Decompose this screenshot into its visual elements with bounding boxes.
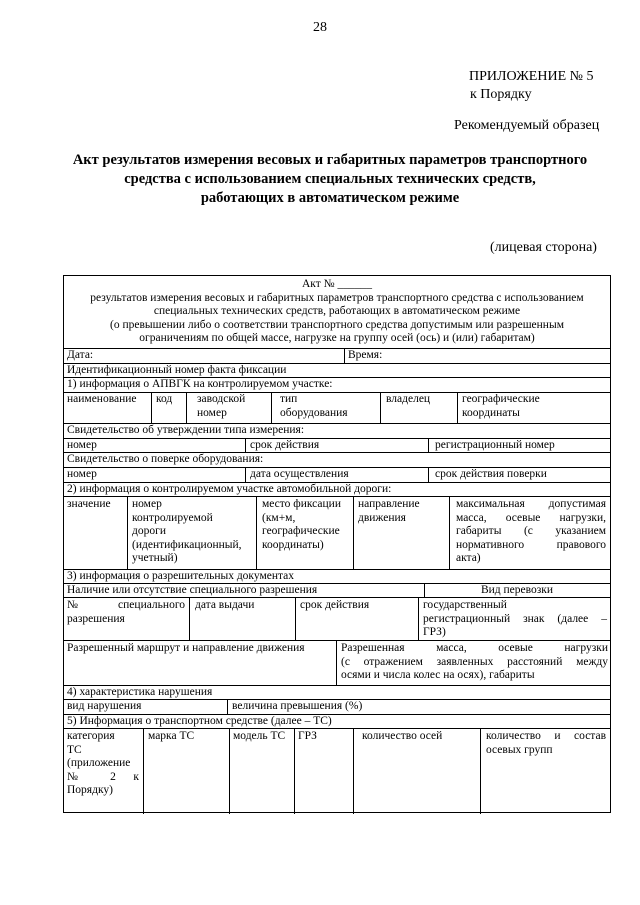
col-type-line2: оборудования bbox=[280, 406, 348, 419]
col-divider bbox=[428, 467, 429, 482]
time-label: Время: bbox=[348, 349, 383, 361]
allowed-line3: осями и числа колес на осях), габариты bbox=[341, 669, 535, 681]
permit-number bbox=[67, 599, 185, 626]
type-cert-number: номер bbox=[67, 439, 97, 451]
permit-number-line1: № специального bbox=[67, 599, 185, 611]
type-cert-title: Свидетельство об утверждении типа измерения: bbox=[67, 424, 305, 436]
col-divider bbox=[294, 728, 295, 814]
col-divider bbox=[449, 496, 450, 569]
sample-label: Рекомендуемый образец bbox=[454, 118, 600, 133]
appendix-line1: ПРИЛОЖЕНИЕ № 5 bbox=[469, 69, 594, 84]
col-divider bbox=[245, 467, 246, 482]
issue-date: дата выдачи bbox=[195, 599, 255, 611]
permit-number-line2: разрешения bbox=[67, 612, 125, 625]
max-line4: нормативного правового bbox=[456, 538, 606, 551]
max-line5: акта) bbox=[456, 552, 481, 564]
date-label: Дата: bbox=[67, 349, 94, 361]
form-header bbox=[64, 278, 610, 346]
verification-validity: срок действия поверки bbox=[435, 468, 547, 480]
header-line2: результатов измерения весовых и габаритных параметров транспортного средства с использованием bbox=[90, 291, 584, 304]
permit-presence: Наличие или отсутствие специального разрешения bbox=[67, 584, 318, 596]
col-divider bbox=[353, 728, 354, 814]
col-divider bbox=[353, 496, 354, 569]
type-cert-validity: срок действия bbox=[250, 439, 320, 451]
page-number: 28 bbox=[313, 20, 327, 35]
transport-type: Вид перевозки bbox=[480, 584, 554, 596]
type-cert-reg-number: регистрационный номер bbox=[435, 439, 555, 451]
state-sign bbox=[423, 599, 607, 640]
header-line4: (о превышении либо о соответствии транспортного средства допустимым или разрешенным bbox=[110, 318, 564, 331]
category-line2: ТС bbox=[67, 743, 82, 756]
col-name: наименование bbox=[67, 393, 137, 405]
verification-date: дата осуществления bbox=[250, 468, 349, 480]
road-line3: дороги bbox=[132, 525, 166, 537]
appendix-line2: к Порядку bbox=[470, 87, 532, 102]
max-allowed bbox=[456, 498, 606, 566]
max-line3: габариты (с указанием bbox=[456, 525, 606, 537]
col-coords-line2: координаты bbox=[462, 406, 520, 419]
col-equipment-type bbox=[280, 393, 348, 420]
state-sign-line2: регистрационный знак (далее – bbox=[423, 612, 607, 625]
col-divider bbox=[186, 392, 187, 423]
col-divider bbox=[245, 438, 246, 452]
side-label: (лицевая сторона) bbox=[490, 240, 597, 255]
place-line4: координаты) bbox=[262, 538, 324, 551]
col-factory-number bbox=[197, 393, 245, 420]
vehicle-brand: марка ТС bbox=[148, 730, 195, 742]
col-divider bbox=[380, 392, 381, 423]
place-line3: географические bbox=[262, 525, 340, 537]
groups-line1: количество и состав bbox=[486, 730, 606, 742]
col-divider bbox=[418, 597, 419, 640]
col-divider bbox=[295, 597, 296, 640]
state-sign-line3: ГРЗ) bbox=[423, 626, 446, 638]
col-coordinates bbox=[462, 393, 540, 420]
header-line3: специальных технических средств, работающих в автоматическом режиме bbox=[153, 305, 521, 317]
axle-count: количество осей bbox=[362, 730, 443, 742]
allowed-route: Разрешенный маршрут и направление движения bbox=[67, 642, 305, 654]
row-divider bbox=[64, 640, 610, 641]
fixation-place bbox=[262, 498, 341, 552]
col-owner: владелец bbox=[386, 393, 431, 405]
col-type-line1: тип bbox=[280, 393, 298, 405]
road-line2: контролируемой bbox=[132, 511, 213, 524]
col-divider bbox=[428, 438, 429, 452]
col-divider bbox=[480, 728, 481, 814]
state-sign-line1: государственный bbox=[423, 599, 507, 611]
act-form bbox=[63, 275, 611, 813]
act-number: Акт № ______ bbox=[302, 278, 372, 290]
groups-line2: осевых групп bbox=[486, 743, 553, 756]
category-line1: категория bbox=[67, 730, 115, 742]
section5-title: 5) Информация о транспортном средстве (далее – ТС) bbox=[67, 715, 332, 727]
value-label: значение bbox=[67, 498, 111, 510]
col-divider bbox=[229, 728, 230, 814]
road-line4: (идентификационный, bbox=[132, 538, 242, 551]
vehicle-category bbox=[67, 730, 139, 798]
allowed-line1: Разрешенная масса, осевые нагрузки bbox=[341, 642, 608, 654]
allowed-mass bbox=[341, 642, 608, 683]
col-factory-line2: номер bbox=[197, 406, 227, 419]
road-line5: учетный) bbox=[132, 552, 178, 564]
category-line5: Порядку) bbox=[67, 784, 113, 796]
place-line1: место фиксации bbox=[262, 498, 341, 510]
row-divider bbox=[64, 348, 610, 349]
section2-title: 2) информация о контролируемом участке автомобильной дороги: bbox=[67, 483, 392, 495]
col-divider bbox=[143, 728, 144, 814]
col-divider bbox=[256, 496, 257, 569]
verification-title: Свидетельство о поверке оборудования: bbox=[67, 453, 264, 465]
fixation-id-label: Идентификационный номер факта фиксации bbox=[67, 364, 287, 376]
max-line2: масса, осевые нагрузки, bbox=[456, 511, 606, 524]
col-factory-line1: заводской bbox=[197, 393, 246, 405]
title-line1: Акт результатов измерения весовых и габаритных параметров транспортного bbox=[72, 152, 588, 168]
road-number bbox=[132, 498, 242, 566]
verification-number: номер bbox=[67, 468, 97, 480]
col-divider bbox=[227, 699, 228, 714]
col-divider bbox=[344, 348, 345, 363]
section4-title: 4) характеристика нарушения bbox=[67, 686, 213, 698]
allowed-line2: (с отражением заявленных расстояний между bbox=[341, 655, 608, 668]
col-divider bbox=[271, 392, 272, 423]
col-code: код bbox=[156, 393, 173, 405]
max-line1: максимальная допустимая bbox=[456, 498, 606, 510]
category-line4: № 2 к bbox=[67, 770, 139, 783]
road-line1: номер bbox=[132, 498, 162, 510]
category-line3: (приложение bbox=[67, 757, 131, 769]
col-divider bbox=[151, 392, 152, 423]
violation-type: вид нарушения bbox=[67, 700, 142, 712]
col-divider bbox=[336, 640, 337, 685]
direction-line1: направление bbox=[358, 498, 420, 510]
traffic-direction bbox=[358, 498, 420, 525]
title-line2: средства с использованием специальных технических средств, bbox=[124, 171, 536, 187]
section3-title: 3) информация о разрешительных документах bbox=[67, 570, 295, 582]
permit-validity: срок действия bbox=[300, 599, 370, 611]
axle-groups bbox=[486, 730, 606, 757]
col-coords-line1: географические bbox=[462, 393, 540, 405]
col-divider bbox=[127, 496, 128, 569]
excess-value: величина превышения (%) bbox=[232, 700, 363, 712]
header-line5: ограничениям по общей массе, нагрузке на группу осей (ось) и (или) габаритам) bbox=[139, 332, 535, 344]
place-line2: (км+м, bbox=[262, 511, 296, 524]
vehicle-grz: ГРЗ bbox=[298, 730, 317, 742]
appendix-label bbox=[469, 68, 594, 104]
vehicle-model: модель ТС bbox=[233, 730, 286, 742]
col-divider bbox=[457, 392, 458, 423]
title-line3: работающих в автоматическом режиме bbox=[200, 190, 460, 206]
direction-line2: движения bbox=[358, 511, 406, 524]
section1-title: 1) информация о АПВГК на контролируемом участке: bbox=[67, 378, 333, 390]
document-title bbox=[50, 151, 610, 208]
col-divider bbox=[189, 597, 190, 640]
